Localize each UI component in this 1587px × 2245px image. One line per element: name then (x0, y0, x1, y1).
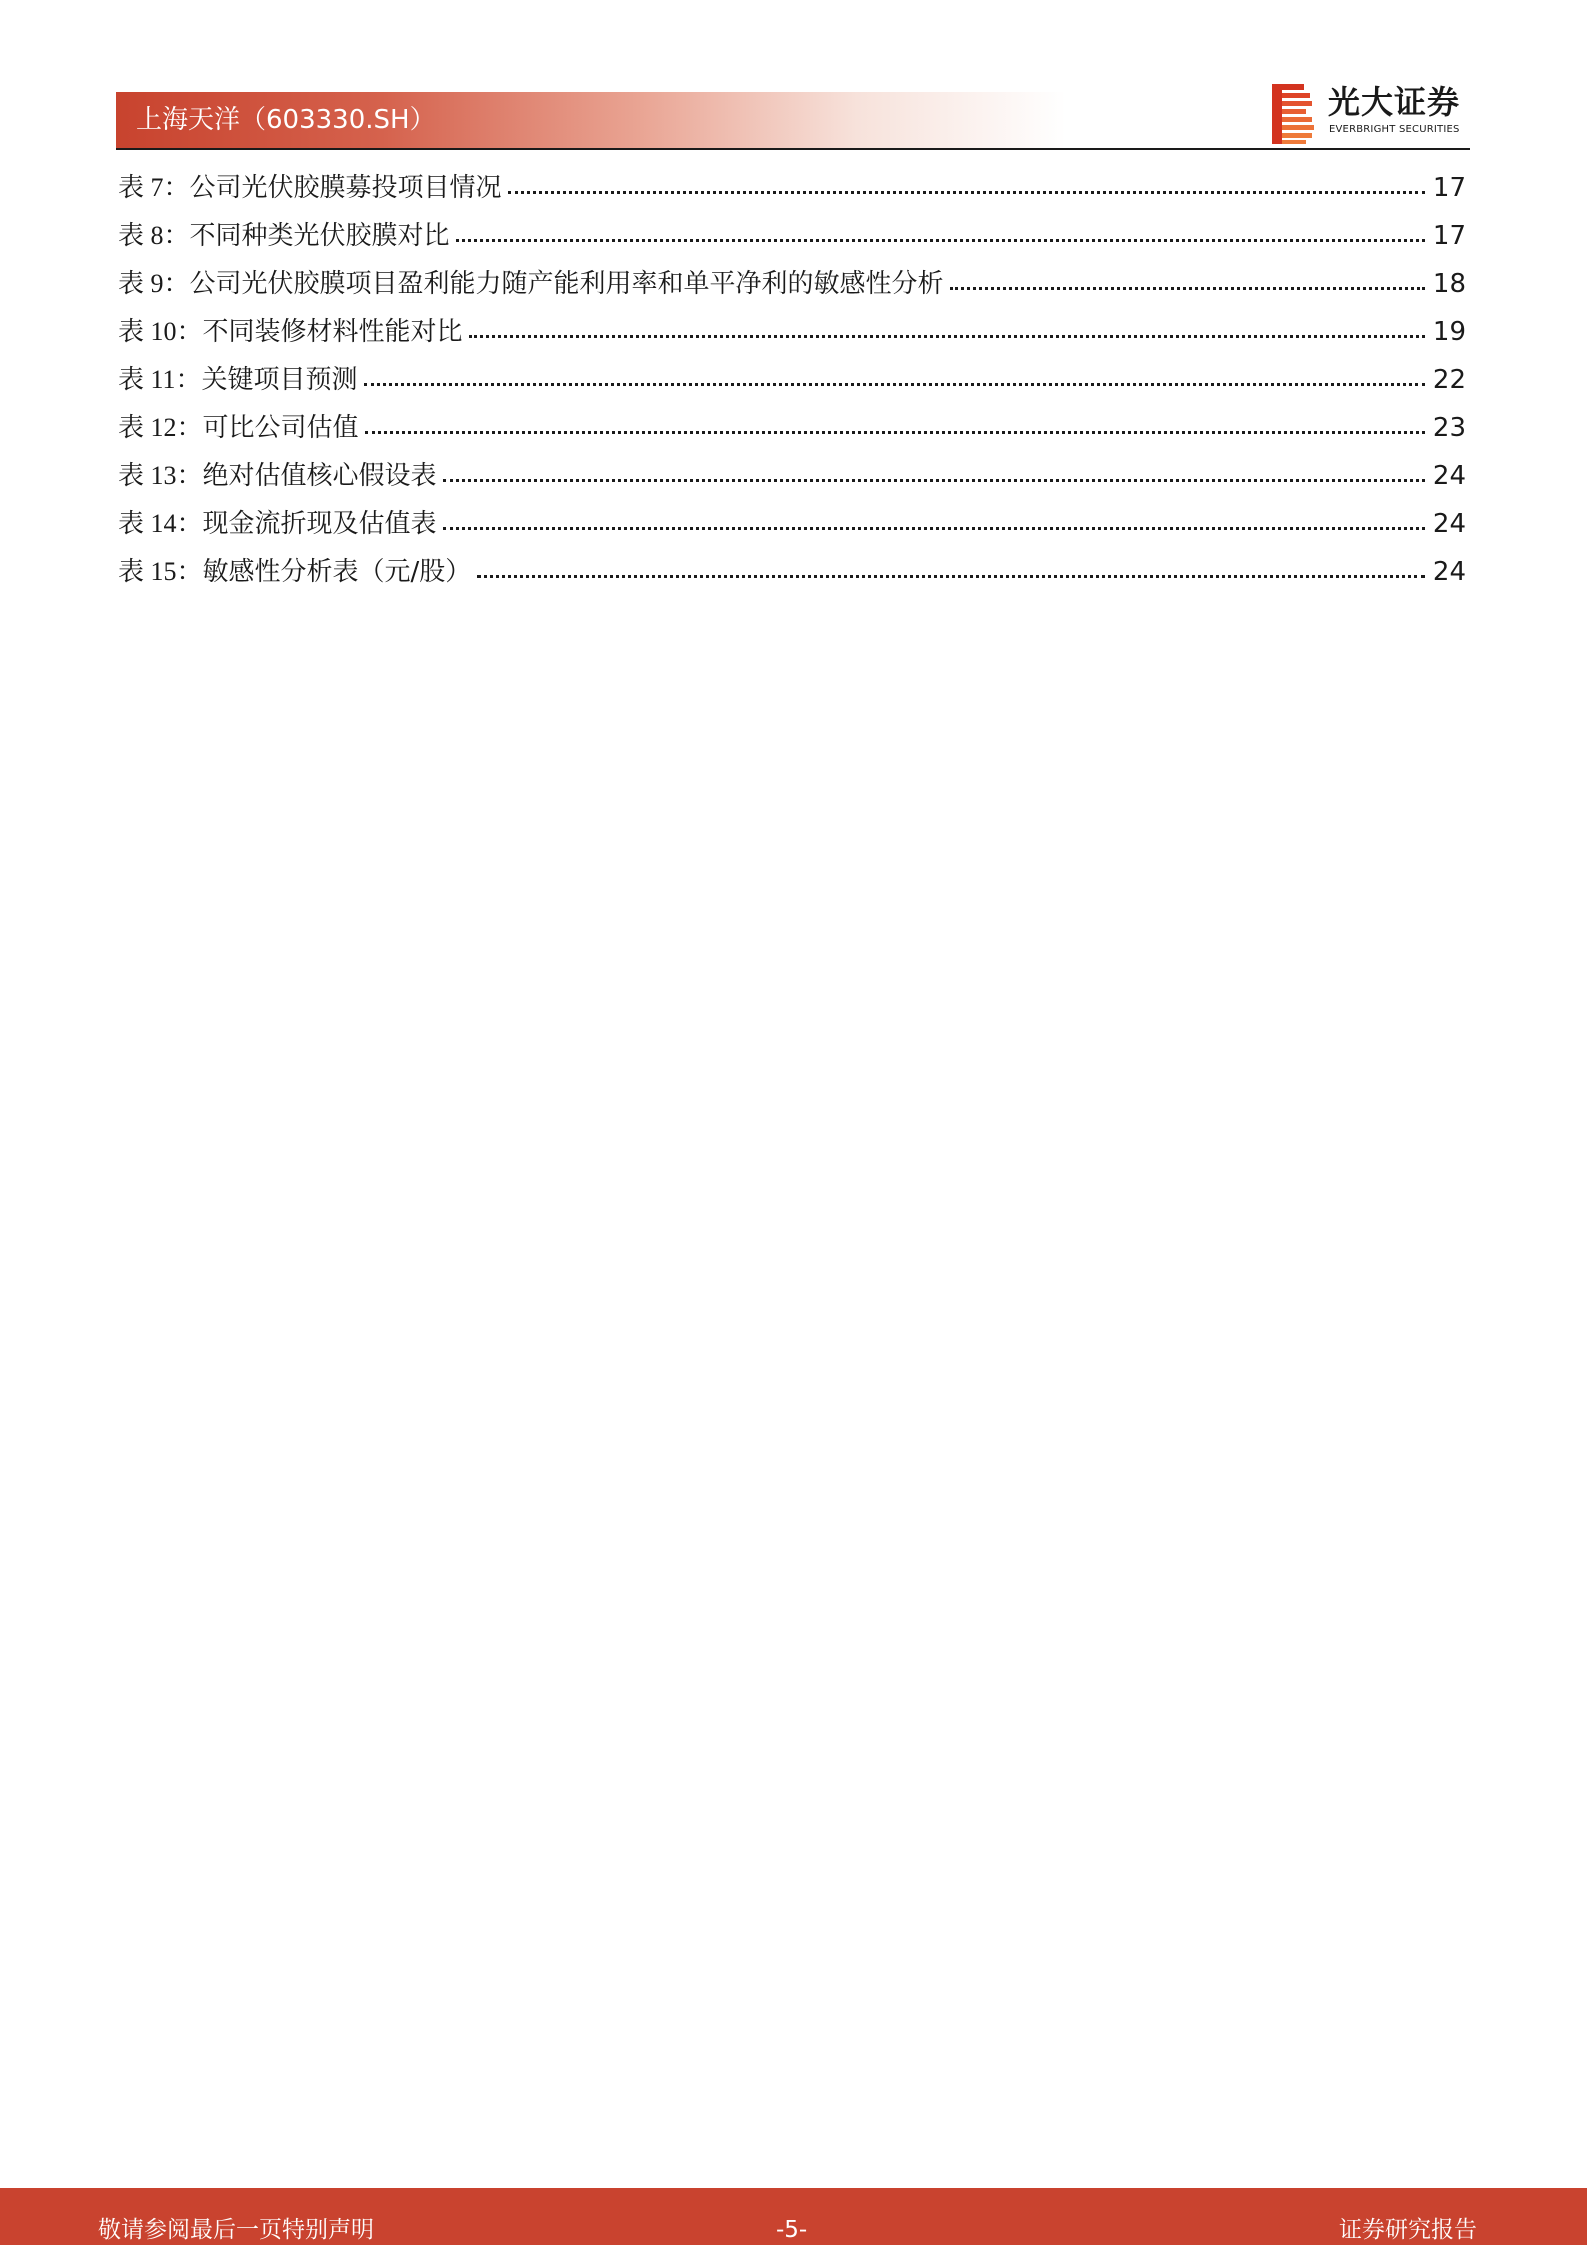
report-type: 证券研究报告 (1339, 2217, 1477, 2243)
toc-entry[interactable] (118, 548, 1466, 596)
report-title: 上海天洋（603330.SH） (136, 105, 436, 135)
toc-entry-title: 敏感性分析表（元/股） (202, 557, 472, 587)
toc-entry-page: 24 (1432, 509, 1466, 539)
page-footer (0, 2188, 1587, 2245)
page-header (116, 83, 1470, 150)
toc-entry[interactable] (118, 356, 1466, 404)
toc-entry-label: 表 8： (118, 221, 190, 250)
toc-dot-leader (365, 431, 1425, 434)
toc-entry-page: 17 (1432, 173, 1466, 203)
toc-dot-leader (477, 575, 1425, 578)
logo-name-en: EVERBRIGHT SECURITIES (1329, 124, 1460, 135)
brand-logo (1272, 82, 1472, 146)
toc-entry[interactable] (118, 212, 1466, 260)
toc-entry-page: 23 (1432, 413, 1466, 443)
toc-entry[interactable] (118, 260, 1466, 308)
toc-entry-label: 表 14： (118, 509, 203, 538)
toc-entry-page: 24 (1432, 461, 1466, 491)
toc-entry-label: 表 13： (118, 461, 203, 490)
toc-entry-title: 现金流折现及估值表 (202, 509, 437, 539)
logo-name-cn: 光大证券 (1328, 83, 1461, 121)
toc-dot-leader (950, 287, 1425, 290)
toc-dot-leader (443, 527, 1425, 530)
toc-entry[interactable] (118, 164, 1466, 212)
toc-entry-page: 19 (1432, 317, 1466, 347)
page-number: -5- (776, 2217, 808, 2243)
toc-dot-leader (469, 335, 1425, 338)
toc-entry[interactable] (118, 452, 1466, 500)
toc-entry-label: 表 10： (118, 317, 203, 346)
disclaimer-note: 敬请参阅最后一页特别声明 (98, 2217, 374, 2243)
toc-dot-leader (508, 191, 1425, 194)
toc-entry[interactable] (118, 500, 1466, 548)
toc-entry-label: 表 9： (118, 269, 190, 298)
toc-entry-title: 绝对估值核心假设表 (202, 461, 437, 491)
toc-entry-page: 24 (1432, 557, 1466, 587)
toc-entry-page: 18 (1432, 269, 1466, 299)
toc-entry-title: 不同装修材料性能对比 (202, 317, 463, 347)
toc-entry-label: 表 15： (118, 557, 203, 586)
toc-entry-label: 表 11： (118, 365, 202, 394)
toc-entry-label: 表 7： (118, 173, 190, 202)
toc-entry-page: 17 (1432, 221, 1466, 251)
toc-entry[interactable] (118, 308, 1466, 356)
toc-entry-title: 不同种类光伏胶膜对比 (189, 221, 450, 251)
toc-entry-title: 公司光伏胶膜募投项目情况 (189, 173, 502, 203)
toc-entry-label: 表 12： (118, 413, 203, 442)
toc-entry-title: 公司光伏胶膜项目盈利能力随产能利用率和单平净利的敏感性分析 (189, 269, 944, 299)
toc-entry[interactable] (118, 404, 1466, 452)
toc-dot-leader (443, 479, 1425, 482)
toc-entry-page: 22 (1432, 365, 1466, 395)
header-band (116, 92, 1066, 148)
toc-entry-title: 关键项目预测 (201, 365, 358, 395)
header-rule (116, 148, 1470, 150)
toc-entry-title: 可比公司估值 (202, 413, 359, 443)
table-list (118, 164, 1466, 596)
everbright-logo-icon (1272, 84, 1314, 144)
toc-dot-leader (456, 239, 1425, 242)
toc-dot-leader (364, 383, 1425, 386)
